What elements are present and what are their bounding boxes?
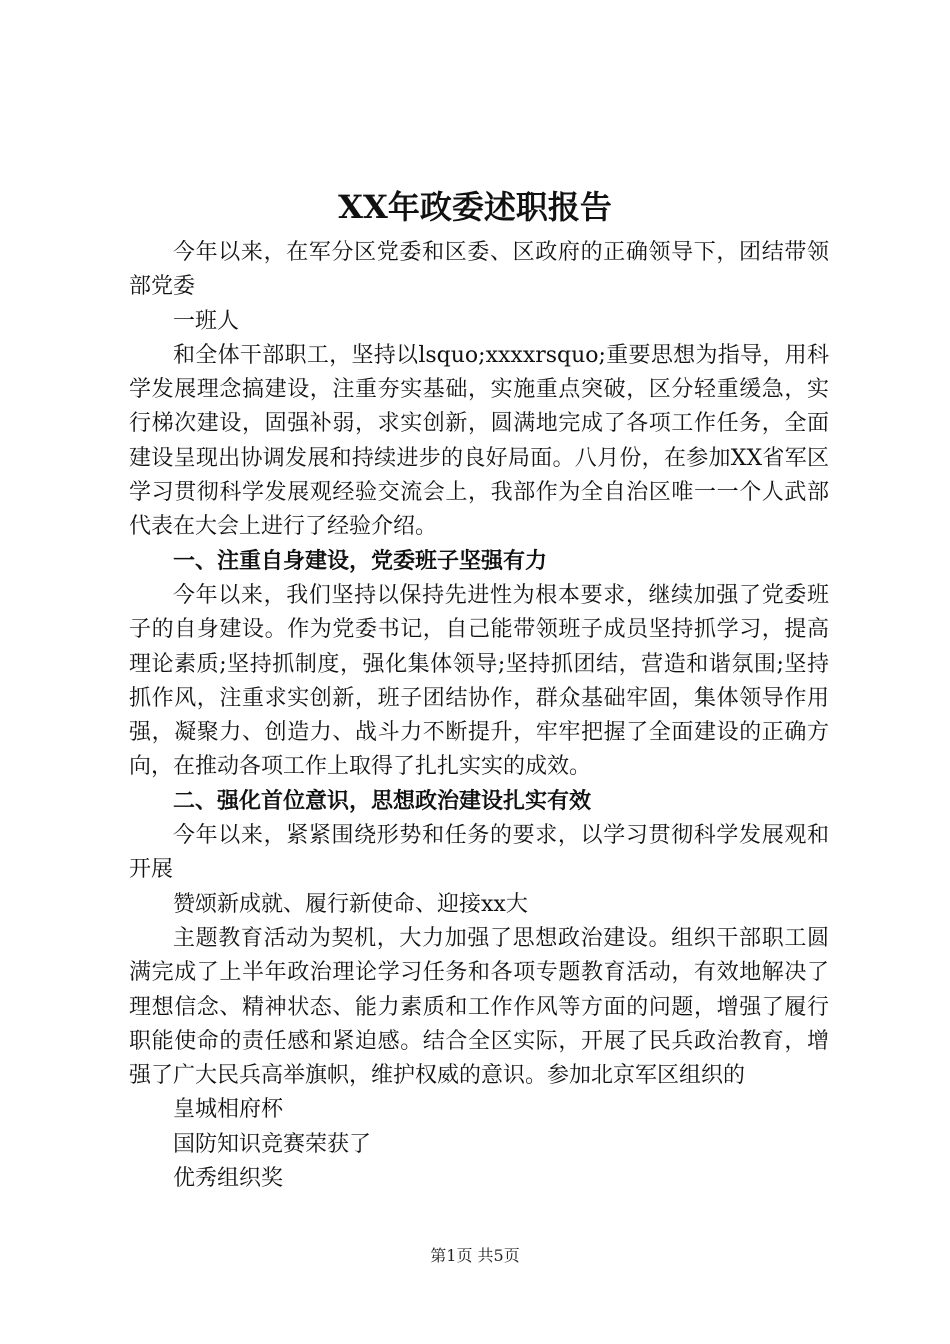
- paragraph: 今年以来，紧紧围绕形势和任务的要求，以学习贯彻科学发展观和开展: [129, 823, 829, 883]
- paragraph: 主题教育活动为契机，大力加强了思想政治建设。组织干部职工圆满完成了上半年政治理论学习任务和各项专题教育活动，有效地解决了理想信念、精神状态、能力素质和工作作风等方面的问题，增强了履行职能使命的责任感和紧迫感。结合全区实际，开展了民兵政治教育，增强了广大民兵高举旗帜，维护权威的意识。参加北京军区组织的: [129, 925, 829, 1089]
- document-title: XX年政委述职报告: [338, 188, 612, 226]
- paragraph: 皇城相府杯: [173, 1097, 284, 1123]
- paragraph: 今年以来，我们坚持以保持先进性为根本要求，继续加强了党委班子的自身建设。作为党委书记，自己能带领班子成员坚持抓学习，提高理论素质;坚持抓制度，强化集体领导;坚持抓团结，营造和谐氛围;坚持抓作风，注重求实创新，班子团结协作，群众基础牢固，集体领导作用强，凝聚力、创造力、战斗力不断提升，牢牢把握了全面建设的正确方向，在推动各项工作上取得了扎扎实实的成效。: [129, 582, 829, 780]
- paragraph: 优秀组织奖: [173, 1166, 284, 1192]
- paragraph: 一班人: [173, 308, 240, 334]
- paragraph: 今年以来，在军分区党委和区委、区政府的正确领导下，团结带领部党委: [129, 240, 829, 300]
- paragraph: 和全体干部职工，坚持以lsquo;xxxxrsquo;重要思想为指导，用科学发展理念搞建设，注重夯实基础，实施重点突破，区分轻重缓急，实行梯次建设，固强补弱，求实创新，圆满地完成了各项工作任务，全面建设呈现出协调发展和持续进步的良好局面。八月份，在参加XX省军区学习贯彻科学发展观经验交流会上，我部作为全自治区唯一一个人武部代表在大会上进行了经验介绍。: [129, 342, 829, 540]
- page-footer: 第1页 共5页: [430, 1246, 520, 1265]
- document-body: [129, 236, 829, 1196]
- section-heading: 一、注重自身建设，党委班子坚强有力: [173, 548, 548, 574]
- paragraph: 国防知识竞赛荣获了: [173, 1131, 372, 1157]
- paragraph: 赞颂新成就、履行新使命、迎接xx大: [173, 891, 528, 917]
- section-heading: 二、强化首位意识，思想政治建设扎实有效: [173, 788, 592, 814]
